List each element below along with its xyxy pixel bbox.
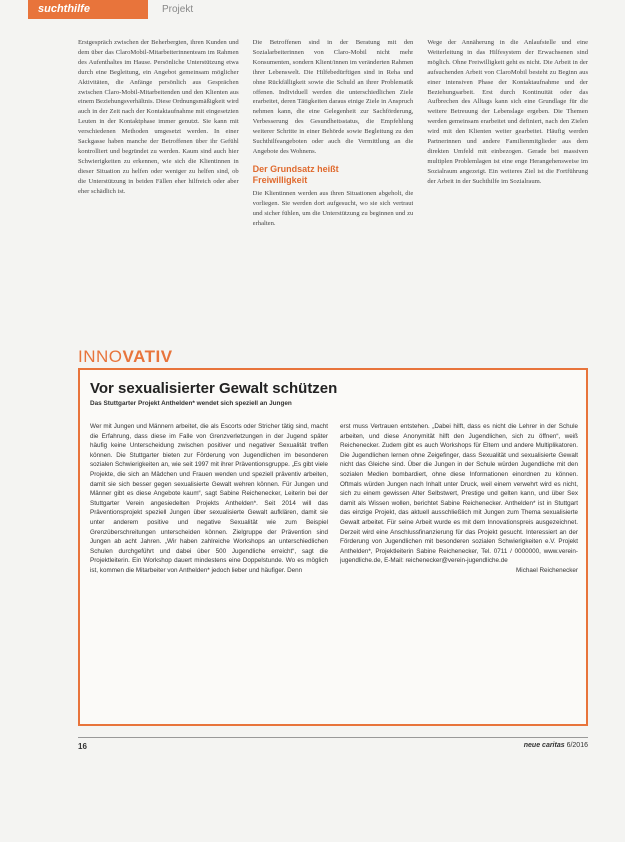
feature-box: [78, 368, 588, 726]
feature-column-left: [90, 422, 328, 722]
magazine-title: neue caritas: [523, 742, 565, 749]
article-subheading: [253, 164, 414, 186]
section-tab: suchthilfe: [28, 0, 148, 19]
article-paragraph: Wege der Annäherung in die Anlaufstelle und eine Weiterleitung in das Hilfesystem der Erwachsenen sind möglich. Ohne Freiwilligkeit geht es nicht. Die Arbeit in der aufsuchenden Arbeit von ClaroMobil besteht zu Beginn aus einer intensiven Phase der Kontaktaufnahme und der Beziehungsarbeit. Erst durch Kontinuität oder das Aufbrechen des Alltags kann sich eine Grundlage für die weitere Betreuung der Lebenslage ergeben. Die Themen werden gemeinsam erarbeitet und definiert, nach den Zielen wird mit den Klienten weiter gearbeitet. Häufig werden Partnerinnen und andere Familienmitglieder aus dem direkten Umfeld mit einbezogen. Gerade bei massiven multiplen Problemlagen ist eine enge Herangehensweise im Sozialraum angezeigt. Ein weiteres Ziel ist die Fortführung der Arbeit in der Suchthilfe im Sozialraum.: [427, 39, 589, 185]
section-subtitle: Projekt: [162, 4, 194, 15]
article-paragraph: Erstgespräch zwischen der Beherbergten, ihren Kunden und dem über das ClaroMobil-Mitarbeiterinnenteam im Rahmen des Aufenthaltes im Hause. Persönliche Unterstützung etwa durch eine Begleitung, ein Angebot gemeinsam möglicher Aktivitäten, die Anfänge persönlich aus Gesprächen zwischen Claro-Mobil-Mitarbeitenden und den Klienten aus einem Beziehungsverhältnis. Diese Ordnungsmäßigkeit wird auch in der Zeit nach der Kontaktaufnahme mit eingesetzten Leuten in der Kontaktphase immer genutzt. Sie kann mit verschiedenen Methoden umgesetzt werden. In einer Sackgasse haben manche der Betroffenen über ihr Gefühl kontrolliert und begründet zu werden. Kaum sind auch hier Schwierigkeiten zu erkennen, wie sich die Klientinnen in dieser Situation zu helfen oder weniger zu helfen sind, ob die Unterstützung in beiden Fällen eher hilfreich oder aber eher schädlich ist.: [78, 39, 239, 195]
article-paragraph: Die Betroffenen sind in der Beratung mit den Sozialarbeiterinnen von Claro-Mobil nicht mehr Konsumenten, sondern Klient/innen im veränderten Rahmen ihrer Lebenswelt. Die Hilfebedürftigen sind in Reha und ohne Rückfälligkeit sowie die Schuld an ihrer Problematik offenen. Individuell werden die unterschiedlichen Ziele erarbeitet, deren Tätigkeiten daraus einige Ziele in Anspruch nehmen kann, die eine Gelegenheit zur Sachförderung, Verbesserung des Gesundheitsstatus, die Empfehlung weiterer Schritte in einer Behörde sowie Begleitung zu den Suchthilfeangeboten oder auch die Vermittlung an die Angebote des Wohnens.: [252, 39, 414, 155]
footer-divider: [78, 737, 588, 738]
feature-subtitle: Das Stuttgarter Projekt Anthelden* wendet sich speziell an Jungen: [90, 400, 292, 407]
feature-title: Vor sexualisierter Gewalt schützen: [90, 380, 338, 397]
feature-paragraph: Wer mit Jungen und Männern arbeitet, die als Escorts oder Stricher tätig sind, macht die Erfahrung, dass diese im Falle von Grenzverletzungen in der Jugend später häufig keine Unterscheidung zwischen positiver und negativer Sexualität treffen können. Die Stuttgarter bieten zur Förderung von Jugendlichen im besonderen sozialen Schwierigkeiten an, wie seit 1997 mit ihrer Präventionsgruppe. „Es gibt viele Projekte, die sich an Mädchen und Frauen wenden und speziell präventiv arbeiten, damit sie sich besser gegen sexualisierte Gewalt wehren können. Für Jungen und Männer gibt es diese Angebote kaum“, sagt Sabine Reichenecker, Leiterin bei der Stuttgarter Verein angesiedelten Projekts Anthelden*. Seit 2014 will das Präventionsprojekt speziell Jungen über sexualisierte Gewalt aufklären, damit sie unter anderem positive und negative Sexualität wie zum Beispiel Grenzüberschreitungen unterscheiden können. Zielgruppe der Prävention sind Jungen ab acht Jahren. „Wir haben zahlreiche Workshops an unterschiedlichen Schulen durchgeführt und dabei über 500 Jugendliche erreicht“, sagt die Projektleiterin. Ein Workshop dauert mindestens eine Doppelstunde. Wo es möglich ist, kommen die Mitarbeiter von Anthelden* jedoch lieber und häufiger. Denn: [90, 423, 328, 574]
article-column-3: [427, 38, 588, 338]
feature-author: Michael Reichenecker: [516, 566, 578, 574]
feature-body: [90, 422, 578, 722]
magazine-footer: [524, 742, 588, 749]
article-column-2: [253, 38, 414, 338]
magazine-issue: 6/2016: [566, 742, 588, 749]
page-number: 16: [78, 742, 87, 751]
subheading-line-1: Der Grundsatz heißt: [252, 163, 339, 174]
subheading-line-2: Freiwilligkeit: [252, 174, 308, 185]
article-paragraph: Die Klientinnen werden aus ihren Situationen abgeholt, die vorliegen. Sie werden dort aufgesucht, wo sie sich vertraut und sicher fühlen, um die Unterstützung zu beginnen und zu erhalten.: [252, 189, 414, 227]
innovativ-part-b: VATIV: [122, 347, 173, 366]
feature-column-right: [340, 422, 578, 722]
article-columns: [78, 38, 588, 338]
innovativ-heading: [78, 347, 173, 367]
innovativ-part-a: INNO: [78, 347, 123, 366]
article-column-1: [78, 38, 239, 338]
feature-paragraph: erst muss Vertrauen entstehen. „Dabei hilft, dass es nicht die Lehrer in der Schule arbeiten, und diese Anonymität hilft den Jugendlichen, sich zu öffnen“, weiß Reichenecker. Zudem gibt es auch Workshops für Eltern und andere Multiplikatoren. Die Jugendlichen lernen ohne Zeigefinger, dass Sexualität und sexualisierte Gewalt nicht das Gleiche sind. Über die Jungen in der Schule würden Jugendliche mit den sozialen Medien bombardiert, ohne diese Informationen einordnen zu können. Oftmals würden Jungen nach Inhalt unter Druck, weil einem verwehrt wird es nicht, sich zu einem gewissen Alter Selbstwert, Prestige und gelten kann, und über Sex damit als Wissen wollen, berichtet Sabine Reichenecker. Anthelden* ist in Stuttgart das einzige Projekt, das aktuell ausschließlich mit Jungen zum Thema sexualisierte Gewalt arbeitet. Für seine Arbeit wurde es mit dem Innovationspreis ausgezeichnet. Derzeit wird eine Anschlussfinanzierung für das Projekt gesucht. Interessiert an der Förderung von Jugendlichen mit besonderen sozialen Schwierigkeiten e.V. Projekt Anthelden*, Projektleiterin Sabine Reichenecker, Tel. 0711 / 0000000, www.verein-jugendliche.de, E-Mail: reichenecker@verein-jugendliche.de: [340, 423, 578, 565]
